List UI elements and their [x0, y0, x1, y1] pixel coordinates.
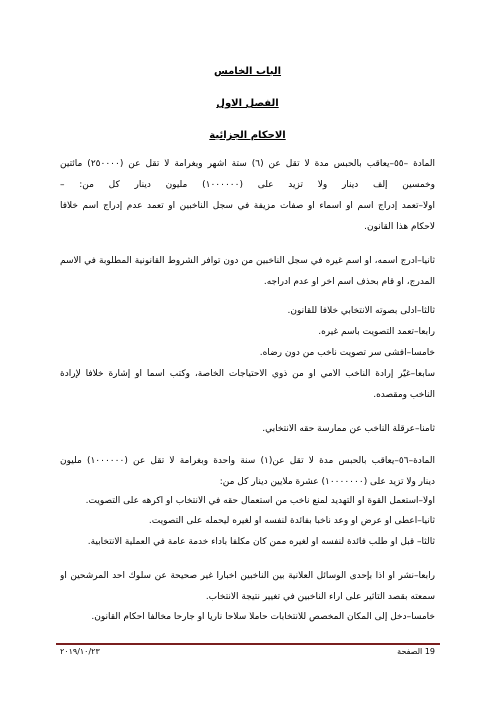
- paragraph-line: أولاً–استعمل القوة أو التهديد لمنع ناخب من استعمال حقه في الانتخاب أو أكرهه على التصويت.: [85, 496, 435, 506]
- paragraph-line: لأحكام هذا القانون.: [364, 222, 435, 232]
- paragraph-line: سمعته بقصد التأثير على أراء الناخبين في تغيير نتيجة الانتخاب.: [205, 592, 435, 602]
- footer-rule: [56, 643, 440, 645]
- paragraph-line: خامساً–أفشى سر تصويت ناخب من دون رضاه.: [259, 348, 435, 358]
- paragraph-line: المادة –٥٥–يعاقب بالحبس مدة لا تقل عن (٦) ستة أشهر وبغرامة لا تقل عن (٢٥٠٠٠٠) مائتين: [60, 159, 435, 169]
- paragraph-line: الناخب ومقصده.: [373, 390, 435, 400]
- footer-date: ٢٠١٩/١٠/٢٣: [60, 647, 100, 656]
- title-heading: الاحكام الجزائية: [209, 130, 286, 141]
- section-heading: الفصل الاول: [216, 98, 279, 109]
- paragraph-line: ثالثاً–أدلى بصوته الانتخابي خلافاً للقانون.: [287, 306, 435, 316]
- paragraph-line: دينار ولا تزيد على (١٠٠٠٠٠٠٠) عشرة ملايين دينار كل من:: [219, 477, 435, 487]
- paragraph-line: ثانياً–أعطى أو عرض أو وعد ناخباً بفائدة لنفسه أو لغيره ليحمله على التصويت.: [148, 516, 435, 526]
- paragraph-line: ثالثاً– قبل أو طلب فائدة لنفسه أو لغيره ممن كان مكلفاً بأداء خدمة عامة في العملية الانتخابية.: [87, 537, 435, 547]
- paragraph-line: رابعاً–نشر أو أذا بإحدى الوسائل العلانية بين الناخبين أخباراً غير صحيحة عن سلوك أحد المرشحين أو: [60, 571, 435, 581]
- paragraph-line: المدرج، أو قام بحذف اسم آخر أو عدم ادراجه.: [263, 277, 435, 287]
- paragraph-line: ثامناً–عرقلة الناخب عن ممارسة حقه الانتخابي.: [262, 424, 435, 434]
- page-number: 19 الصفحة: [397, 647, 435, 656]
- paragraph-line: سابعاً–غيّر إرادة الناخب الأمي أو من ذوي الاحتياجات الخاصة، وكتب أسماً أو إشارة خلافاً لإرادة: [60, 369, 435, 379]
- paragraph-line: خامساً–دخل إلى المكان المخصص للانتخابات حاملاً سلاحاً نارياً أو جارحاً مخالفاً أحكام القانون.: [91, 612, 435, 622]
- paragraph-line: أولاً–تعمد إدراج اسم أو أسماء أو صفات مزيفة في سجل الناخبين أو تعمد عدم إدراج أسم خلافاً: [60, 201, 435, 211]
- paragraph-line: رابعاً–تعمد التصويت باسم غيره.: [318, 327, 435, 337]
- paragraph-line: ثانياً–أدرج أسمه، أو أسم غيره في سجل الناخبين من دون توافر الشروط القانونية المطلوبة في الاسم: [60, 256, 435, 266]
- paragraph-line: المادة–٥٦–يعاقب بالحبس مدة لا تقل عن(١) سنة واحدة وبغرامة لا تقل عن (١٠٠٠٠٠٠) مليون: [60, 456, 435, 466]
- chapter-heading: الباب الخامس: [213, 66, 282, 77]
- paragraph-line: وخمسين إلف دينار ولا تزيد على (١٠٠٠٠٠٠) مليون دينار كل من: –: [60, 180, 435, 190]
